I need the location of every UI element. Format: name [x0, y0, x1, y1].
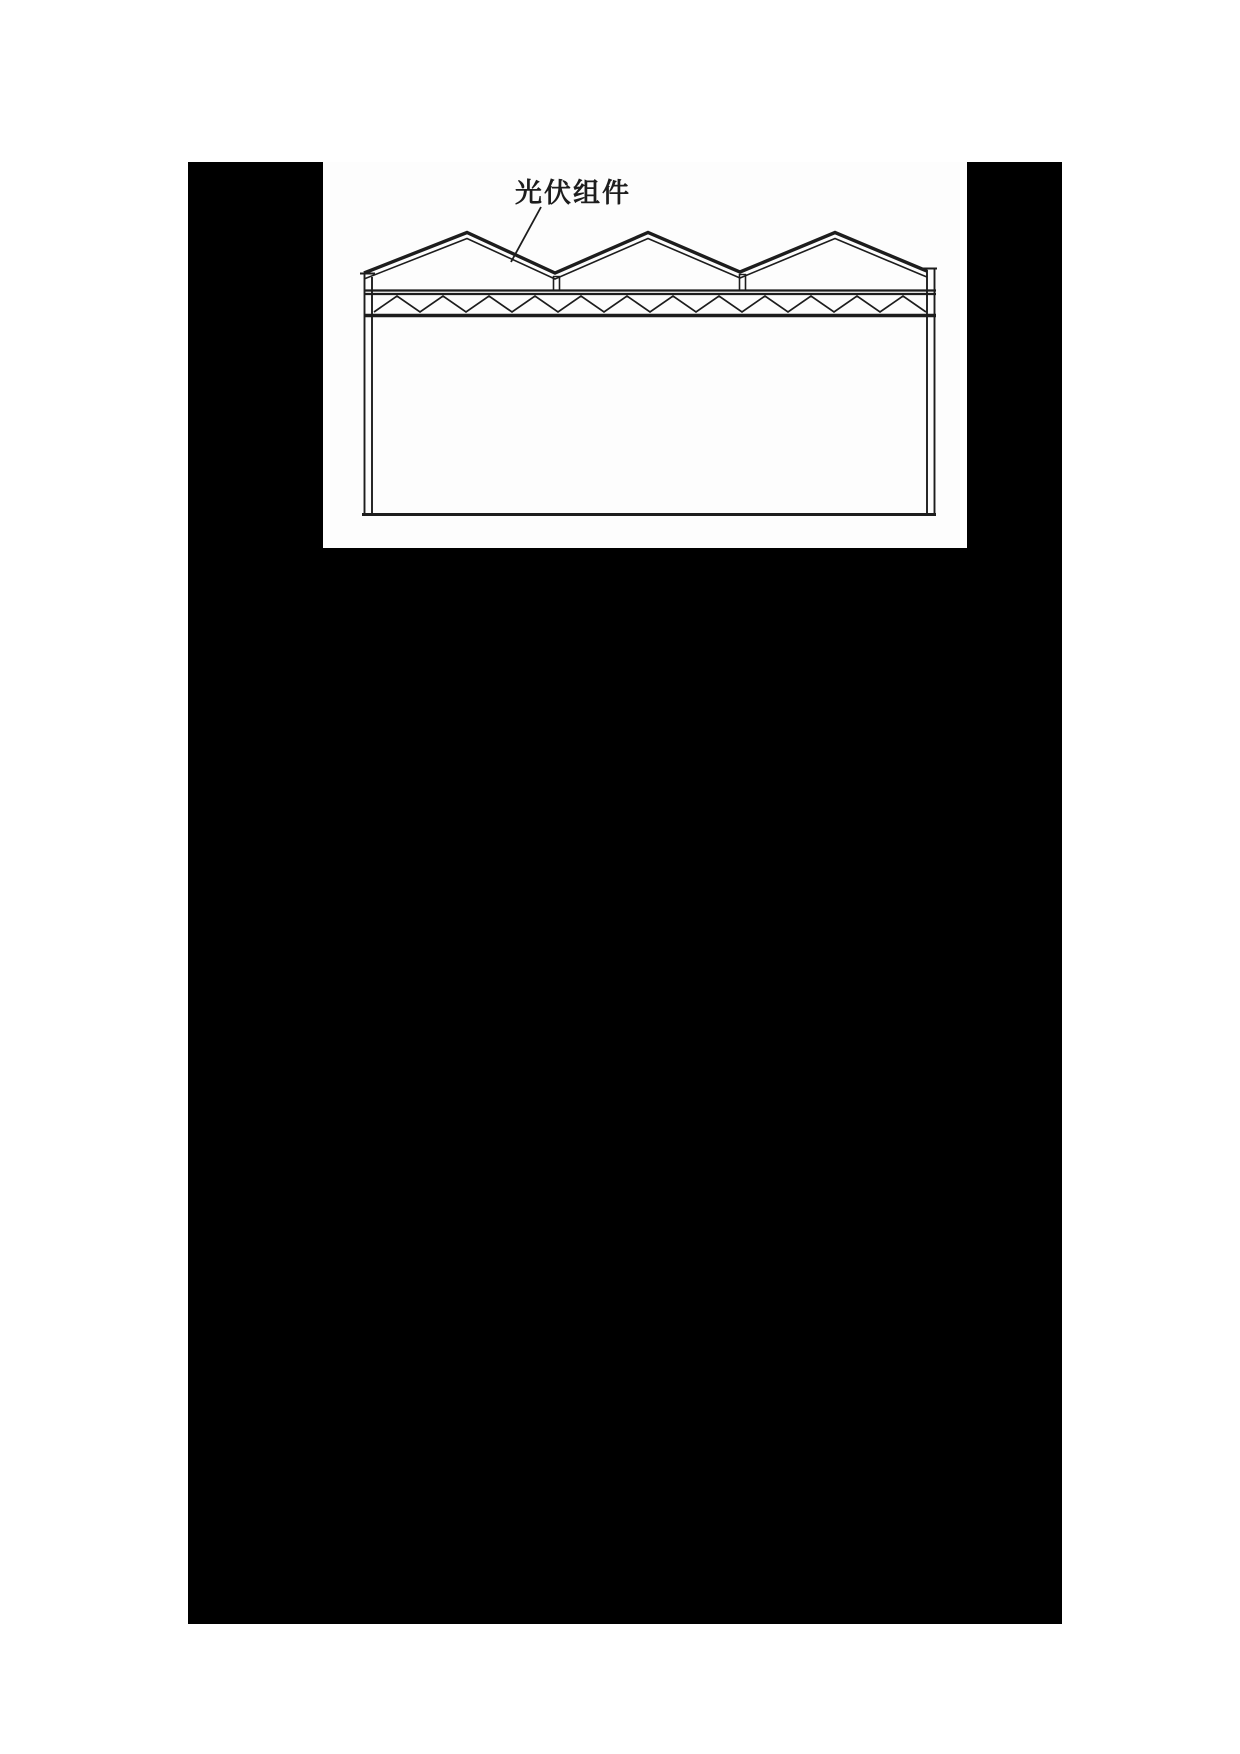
sawtooth-roof-pv-band: [364, 233, 927, 274]
sawtooth-roof-underside: [364, 239, 927, 280]
figure-panel: [323, 162, 967, 548]
building-wall-left: [365, 273, 373, 514]
pv-module-label: 光伏组件: [515, 178, 631, 208]
pv-building-diagram: [323, 162, 967, 548]
truss-web-zigzag: [374, 296, 926, 312]
building-wall-right: [927, 268, 935, 514]
